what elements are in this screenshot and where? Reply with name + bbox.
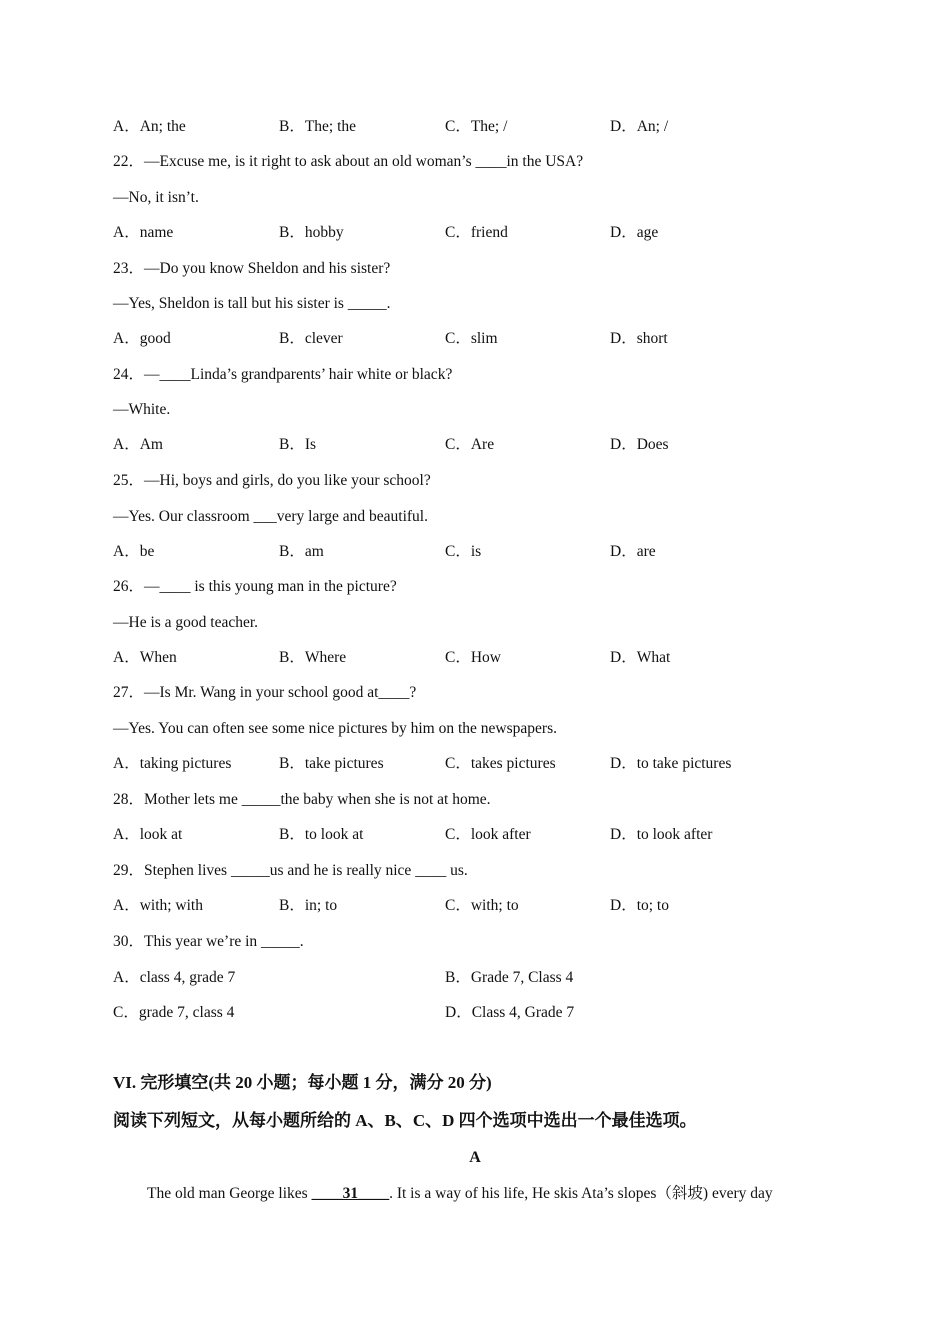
q24-option-c: C．Are — [445, 436, 495, 453]
q25-reply: —Yes. Our classroom ___very large and beautiful. — [113, 508, 428, 525]
q22-options — [113, 223, 873, 243]
q29-stem: 29．Stephen lives _____us and he is really nice ____ us. — [113, 862, 468, 879]
section-title: VI. 完形填空(共 20 小题；每小题 1 分，满分 20 分) — [113, 1073, 492, 1092]
q30-option-a: A．class 4, grade 7 — [113, 969, 236, 986]
q26-option-a: A．When — [113, 649, 177, 666]
q25-option-d: D．are — [610, 543, 656, 560]
q24-option-a: A．Am — [113, 436, 163, 453]
q25-options — [113, 542, 873, 562]
q27-stem: 27．—Is Mr. Wang in your school good at____? — [113, 684, 417, 701]
passage-text-start: The old man George likes — [147, 1185, 312, 1202]
q22-option-c: C．friend — [445, 224, 508, 241]
q21-option-b: B．The; the — [279, 118, 357, 135]
q27-option-b: B．take pictures — [279, 755, 384, 772]
section-instruction: 阅读下列短文，从每小题所给的 A、B、C、D 四个选项中选出一个最佳选项。 — [113, 1111, 697, 1130]
q29-option-b: B．in; to — [279, 897, 338, 914]
q21-option-a: A．An; the — [113, 118, 186, 135]
q28-option-d: D．to look after — [610, 826, 713, 843]
q28-options — [113, 825, 873, 845]
q25-option-a: A．be — [113, 543, 155, 560]
q27-reply: —Yes. You can often see some nice pictures by him on the newspapers. — [113, 720, 557, 737]
passage-label: A — [469, 1149, 481, 1166]
q26-option-c: C．How — [445, 649, 501, 666]
q30-options-row2 — [113, 1003, 873, 1023]
q30-option-d: D．Class 4, Grade 7 — [445, 1004, 575, 1021]
passage-blank-31: ____31____ — [311, 1185, 390, 1202]
q23-option-b: B．clever — [279, 330, 343, 347]
q23-option-c: C．slim — [445, 330, 498, 347]
q29-option-c: C．with; to — [445, 897, 519, 914]
q30-option-b: B．Grade 7, Class 4 — [445, 969, 574, 986]
q26-options — [113, 648, 873, 668]
q27-option-c: C．takes pictures — [445, 755, 556, 772]
q22-option-d: D．age — [610, 224, 659, 241]
q21-option-c: C．The; / — [445, 118, 508, 135]
q25-option-c: C．is — [445, 543, 482, 560]
q28-option-a: A．look at — [113, 826, 183, 843]
q27-options — [113, 754, 873, 774]
q29-option-a: A．with; with — [113, 897, 203, 914]
q22-stem: 22．—Excuse me, is it right to ask about an old woman’s ____in the USA? — [113, 153, 584, 170]
q27-option-a: A．taking pictures — [113, 755, 232, 772]
q22-option-b: B．hobby — [279, 224, 344, 241]
q23-options — [113, 329, 873, 349]
q23-reply: —Yes, Sheldon is tall but his sister is _____. — [113, 295, 391, 312]
q24-stem: 24．—____Linda’s grandparents’ hair white or black? — [113, 366, 453, 383]
q24-options — [113, 435, 873, 455]
q23-option-d: D．short — [610, 330, 668, 347]
q27-option-d: D．to take pictures — [610, 755, 732, 772]
q24-option-d: D．Does — [610, 436, 669, 453]
q26-stem: 26．—____ is this young man in the picture? — [113, 578, 397, 595]
q28-option-c: C．look after — [445, 826, 531, 843]
q21-options — [113, 117, 873, 137]
q29-options — [113, 896, 873, 916]
q25-option-b: B．am — [279, 543, 324, 560]
q30-options-row1 — [113, 968, 873, 988]
q23-stem: 23．—Do you know Sheldon and his sister? — [113, 260, 391, 277]
q24-reply: —White. — [113, 401, 171, 418]
q28-stem: 28．Mother lets me _____the baby when she is not at home. — [113, 791, 491, 808]
q26-option-d: D．What — [610, 649, 671, 666]
q21-option-d: D．An; / — [610, 118, 669, 135]
q25-stem: 25．—Hi, boys and girls, do you like your school? — [113, 472, 431, 489]
passage-paragraph — [147, 1184, 773, 1204]
q30-stem: 30．This year we’re in _____. — [113, 933, 304, 950]
q24-option-b: B．Is — [279, 436, 317, 453]
q26-option-b: B．Where — [279, 649, 347, 666]
q30-option-c: C．grade 7, class 4 — [113, 1004, 235, 1021]
q28-option-b: B．to look at — [279, 826, 364, 843]
q22-reply: —No, it isn’t. — [113, 189, 199, 206]
passage-text-end: . It is a way of his life, He skis Ata’s slopes（斜坡) every day — [389, 1185, 773, 1202]
q29-option-d: D．to; to — [610, 897, 669, 914]
q22-option-a: A．name — [113, 224, 174, 241]
q23-option-a: A．good — [113, 330, 171, 347]
q26-reply: —He is a good teacher. — [113, 614, 259, 631]
